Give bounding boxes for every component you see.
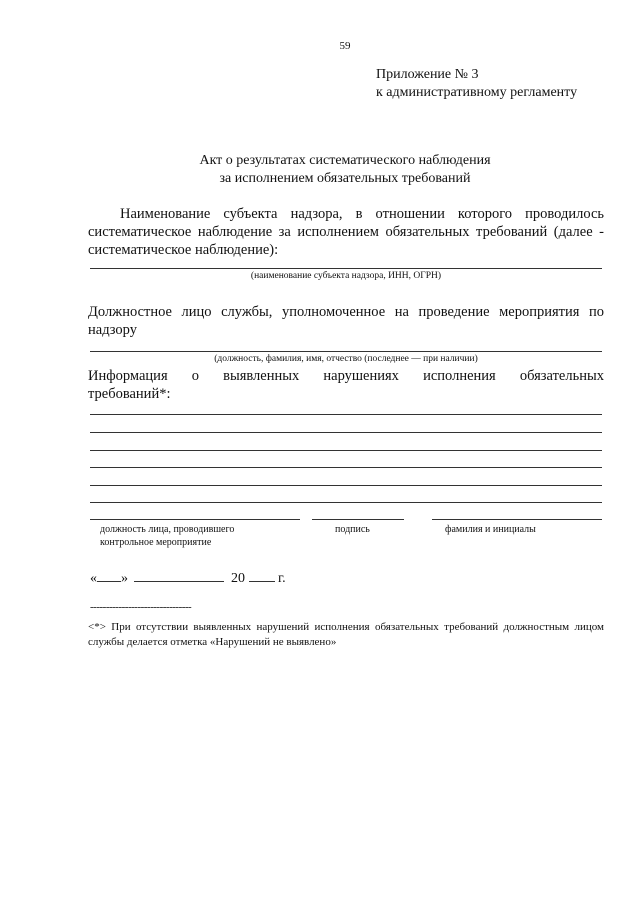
appendix-line-2: к административному регламенту (376, 85, 578, 100)
appendix-line-1: Приложение № 3 (376, 67, 479, 82)
signature-line[interactable] (312, 519, 404, 520)
document-title (0, 152, 640, 188)
year-suffix: г. (278, 571, 286, 586)
violations-word: обязательных (519, 368, 604, 384)
footnote-separator: -------------------------------- (90, 601, 192, 613)
date-line (90, 569, 286, 588)
violations-fill-line[interactable] (90, 432, 602, 433)
official-caption: (должность, фамилия, имя, отчество (последнее — при наличии) (214, 354, 478, 364)
subject-paragraph: Наименование субъекта надзора, в отношении которого проводилось систематическое наблюдение за исполнением обязательных требований (далее - систематическое наблюдение): (88, 206, 604, 258)
title-line-2: за исполнением обязательных требований (219, 171, 471, 186)
position-caption-line-2: контрольное мероприятие (100, 537, 212, 548)
violations-word: Информация (88, 368, 168, 384)
violations-fill-line[interactable] (90, 450, 602, 451)
violations-fill-line[interactable] (90, 467, 602, 468)
violations-word: нарушениях (323, 368, 399, 384)
name-caption: фамилия и инициалы (445, 524, 536, 535)
footnote-text: <*> При отсутствии выявленных нарушений исполнения обязательных требований должностным лицом службы делается отметка «Нарушений не выявлено» (88, 621, 604, 648)
official-fill-line[interactable] (90, 351, 602, 352)
subject-caption: (наименование субъекта надзора, ИНН, ОГРН) (250, 271, 442, 281)
month-blank[interactable] (134, 569, 224, 582)
violations-fill-line[interactable] (90, 502, 602, 503)
day-blank[interactable] (97, 569, 121, 582)
violations-fill-line[interactable] (90, 485, 602, 486)
violations-line-1 (88, 367, 604, 385)
appendix-header (376, 66, 577, 102)
date-open-quote: « (90, 571, 97, 586)
position-signature-line[interactable] (90, 519, 300, 520)
official-paragraph: Должностное лицо службы, уполномоченное на проведение мероприятия по надзору (88, 304, 604, 338)
violations-word: выявленных (223, 368, 300, 384)
year-blank[interactable] (249, 569, 275, 582)
violations-word: исполнения (423, 368, 496, 384)
date-close-quote: » (121, 571, 128, 586)
page-number: 59 (339, 40, 351, 52)
subject-fill-line[interactable] (90, 268, 602, 269)
signature-caption: подпись (335, 524, 370, 535)
violations-fill-line[interactable] (90, 414, 602, 415)
position-caption (100, 523, 234, 549)
violations-word: о (191, 368, 199, 384)
violations-line-2: требований*: (88, 386, 171, 402)
violations-paragraph (88, 367, 604, 403)
name-signature-line[interactable] (432, 519, 602, 520)
position-caption-line-1: должность лица, проводившего (100, 524, 235, 535)
title-line-1: Акт о результатах систематического наблюдения (199, 153, 491, 168)
year-prefix: 20 (231, 571, 245, 586)
